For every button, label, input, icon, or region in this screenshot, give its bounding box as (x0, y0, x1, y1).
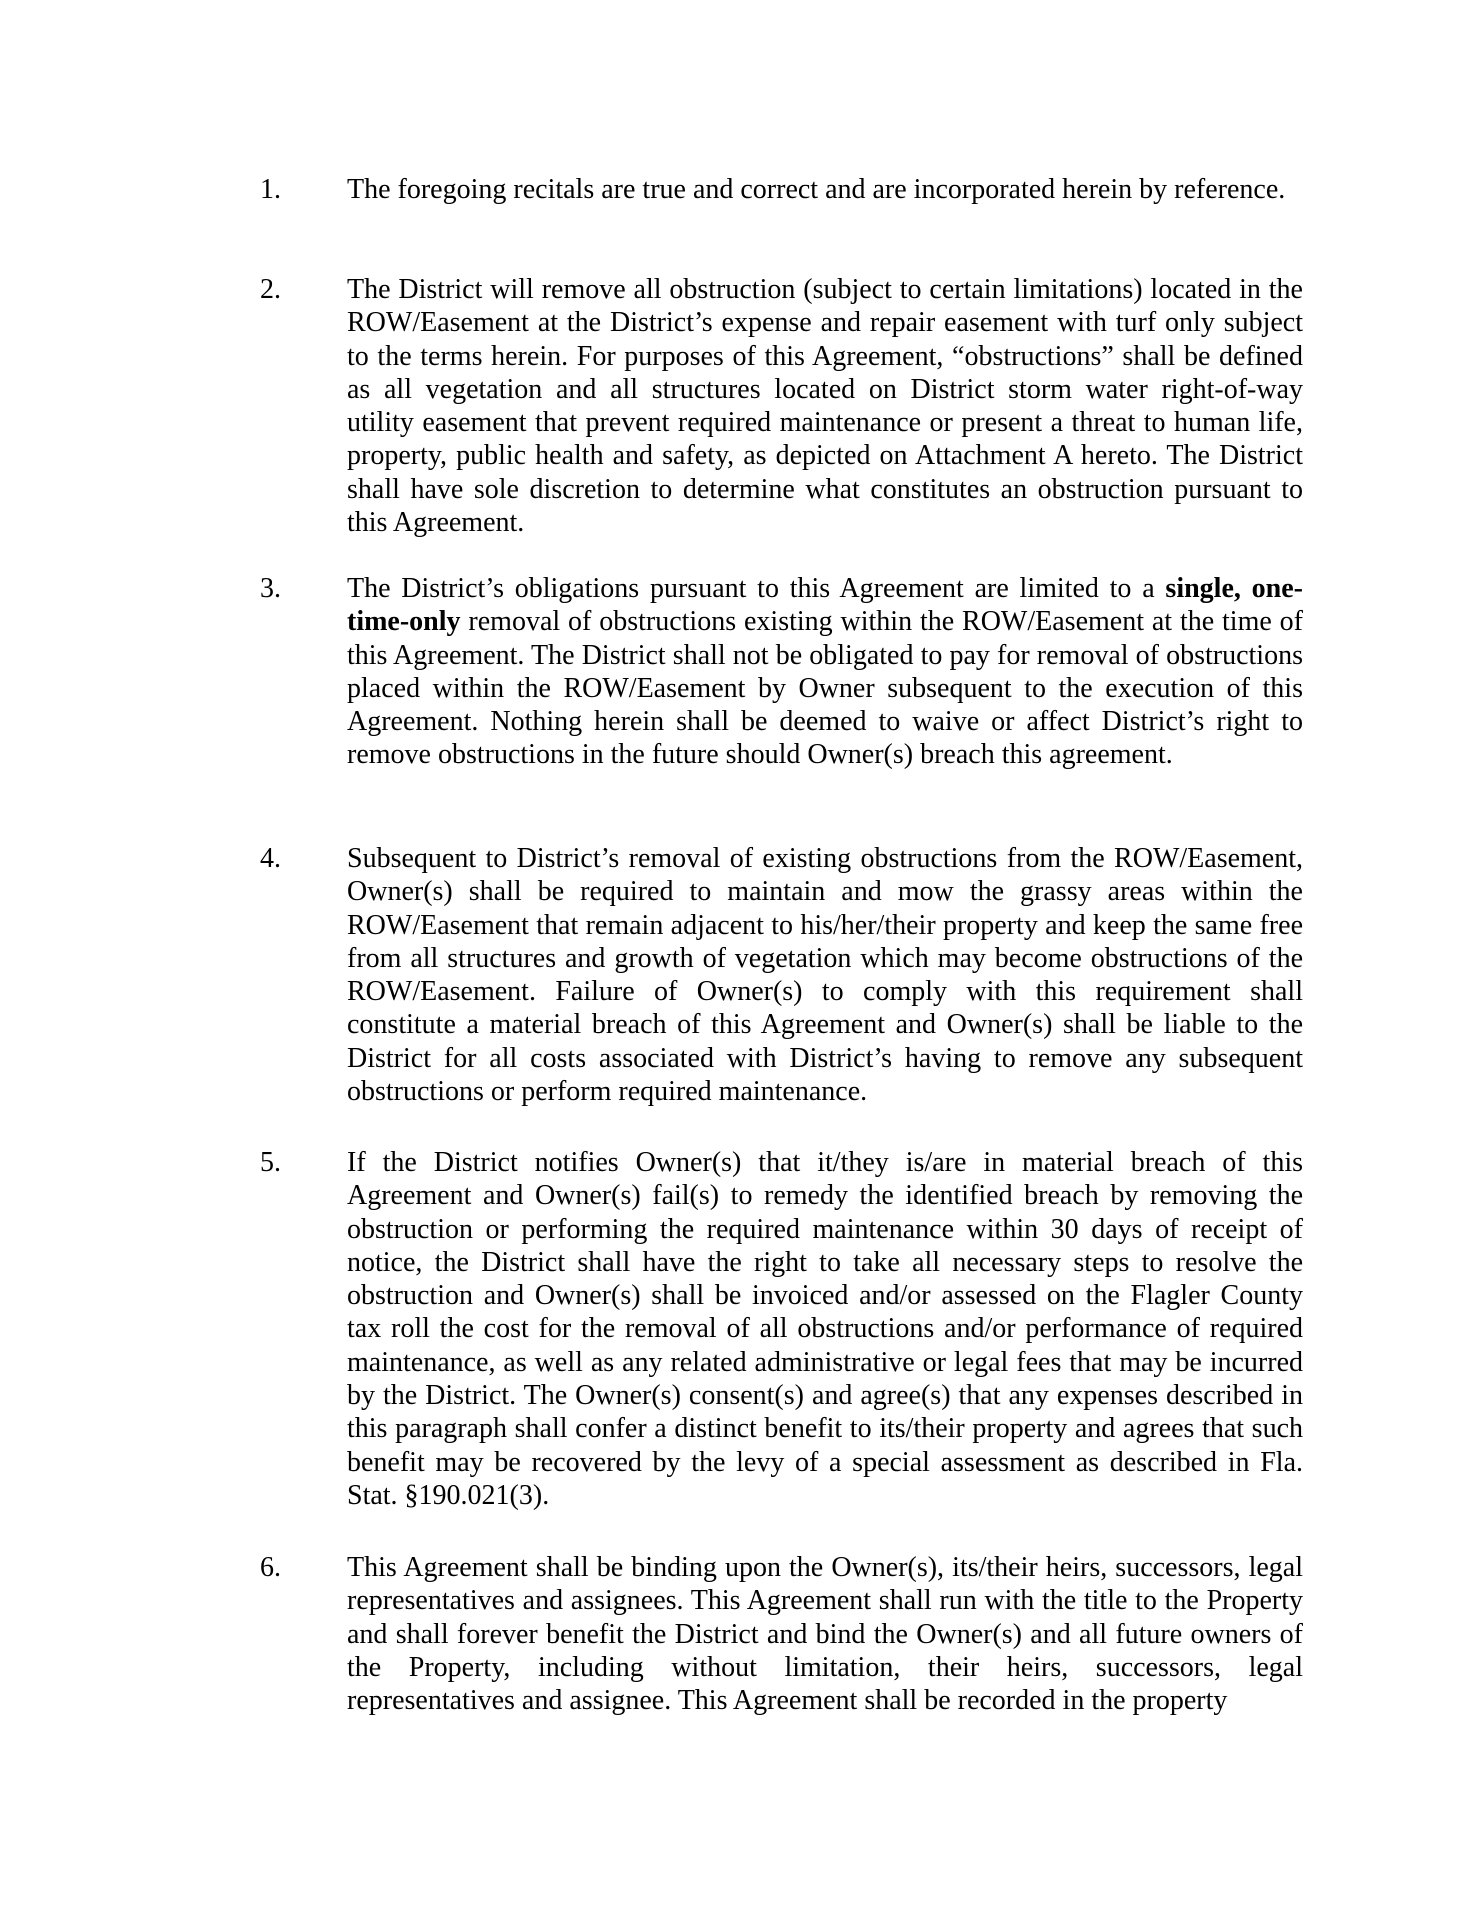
paragraph-number: 5. (260, 1147, 281, 1178)
paragraph-number: 6. (260, 1552, 281, 1583)
bold-term-separator: , (1233, 573, 1252, 604)
paragraph-number: 4. (260, 843, 281, 874)
paragraph-number: 1. (260, 174, 281, 205)
paragraph-text-lead: The District’s obligations pursuant to this Agreement are limited to a (347, 573, 1166, 604)
paragraph-number: 2. (260, 274, 281, 305)
paragraph-text: The foregoing recitals are true and correct and are incorporated herein by reference. (347, 174, 1286, 205)
paragraph-text: If the District notifies Owner(s) that it/they is/are in material breach of this Agreement and Owner(s) fail(s) to remedy the identified breach by removing the obstruction or performing the required maintenance within 30 days of receipt of notice, the District shall have the right to take all necessary steps to resolve the obstruction and Owner(s) shall be invoiced and/or assessed on the Flagler County tax roll the cost for the removal of all obstructions and/or performance of required maintenance, as well as any related administrative or legal fees that may be incurred by the District. The Owner(s) consent(s) and agree(s) that any expenses described in this paragraph shall confer a distinct benefit to its/their property and agrees that such benefit may be recovered by the levy of a special assessment as described in Fla. Stat. §190.021(3). (347, 1147, 1303, 1511)
paragraph-text: The District will remove all obstruction (subject to certain limitations) located in the ROW/Easement at the District’s expense and repair easement with turf only subject to the terms herein. For purposes of this Agreement, “obstructions” shall be defined as all vegetation and all structures located on District storm water right-of-way utility easement that prevent required maintenance or present a threat to human life, property, public health and safety, as depicted on Attachment A hereto. The District shall have sole discretion to determine what constitutes an obstruction pursuant to this Agreement. (347, 274, 1303, 539)
paragraph-text: Subsequent to District’s removal of existing obstructions from the ROW/Easement, Owner(s) shall be required to maintain and mow the grassy areas within the ROW/Easement that remain adjacent to his/her/their property and keep the same free from all structures and growth of vegetation which may become obstructions of the ROW/Easement. Failure of Owner(s) to comply with this requirement shall constitute a material breach of this Agreement and Owner(s) shall be liable to the District for all costs associated with District’s having to remove any subsequent obstructions or perform required maintenance. (347, 843, 1303, 1108)
paragraph-text (347, 572, 1303, 772)
paragraph-number: 3. (260, 573, 281, 604)
paragraph-text-rest: removal of obstructions existing within the ROW/Easement at the time of this Agreement. The District shall not be obligated to pay for removal of obstructions placed within the ROW/Easement by Owner subsequent to the execution of this Agreement. Nothing herein shall be deemed to waive or affect District’s right to remove obstructions in the future should Owner(s) breach this agreement. (347, 606, 1303, 771)
bold-term-single: single (1165, 573, 1234, 604)
bold-term-one-time-only: one-time-only (347, 573, 1303, 638)
paragraph-text: This Agreement shall be binding upon the Owner(s), its/their heirs, successors, legal representatives and assignees. This Agreement shall run with the title to the Property and shall forever benefit the District and bind the Owner(s) and all future owners of the Property, including without limitation, their heirs, successors, legal representatives and assignee. This Agreement shall be recorded in the property (347, 1552, 1303, 1717)
